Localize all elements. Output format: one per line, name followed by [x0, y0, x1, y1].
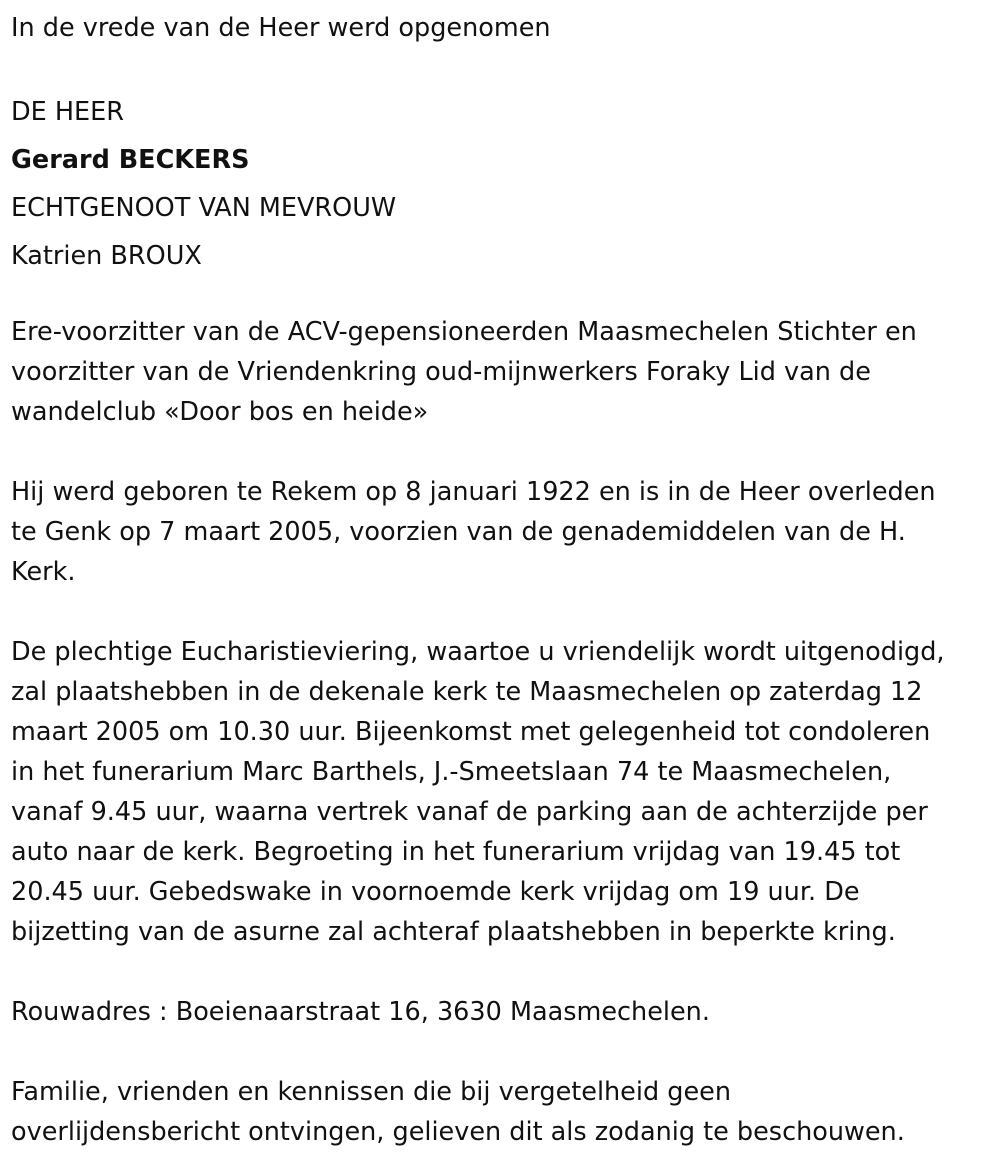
ceremony-line: maart 2005 om 10.30 uur. Bijeenkomst met gelegenheid tot condoleren	[11, 717, 931, 747]
address-line: Rouwadres : Boeienaarstraat 16, 3630 Maasmechelen.	[11, 997, 710, 1027]
ceremony-line: vanaf 9.45 uur, waarna vertrek vanaf de parking aan de achterzijde per	[11, 797, 928, 827]
ceremony-line: auto naar de kerk. Begroeting in het funerarium vrijdag van 19.45 tot	[11, 837, 901, 867]
deceased-name: Gerard BECKERS	[11, 145, 250, 175]
roles-line: voorzitter van de Vriendenkring oud-mijnwerkers Foraky Lid van de	[11, 357, 871, 387]
closing-paragraph	[11, 1072, 991, 1152]
deceased-block	[11, 88, 991, 280]
birth-death-line: Kerk.	[11, 557, 76, 587]
ceremony-line: De plechtige Eucharistieviering, waartoe u vriendelijk wordt uitgenodigd,	[11, 637, 945, 667]
birth-death-paragraph	[11, 472, 991, 592]
ceremony-line: in het funerarium Marc Barthels, J.-Smeetslaan 74 te Maasmechelen,	[11, 757, 892, 787]
deceased-title: DE HEER	[11, 97, 124, 127]
birth-death-line: Hij werd geboren te Rekem op 8 januari 1922 en is in de Heer overleden	[11, 477, 936, 507]
roles-line: wandelclub «Door bos en heide»	[11, 397, 429, 427]
ceremony-line: zal plaatshebben in de dekenale kerk te Maasmechelen op zaterdag 12	[11, 677, 923, 707]
closing-line: Familie, vrienden en kennissen die bij vergetelheid geen	[11, 1077, 731, 1107]
roles-paragraph	[11, 312, 991, 432]
ceremony-line: bijzetting van de asurne zal achteraf plaatshebben in beperkte kring.	[11, 917, 896, 947]
ceremony-line: 20.45 uur. Gebedswake in voornoemde kerk vrijdag om 19 uur. De	[11, 877, 860, 907]
intro-line: In de vrede van de Heer werd opgenomen	[11, 13, 551, 43]
closing-line: overlijdensbericht ontvingen, gelieven dit als zodanig te beschouwen.	[11, 1117, 905, 1147]
roles-line: Ere-voorzitter van de ACV-gepensioneerden Maasmechelen Stichter en	[11, 317, 917, 347]
obituary-notice	[11, 8, 991, 1152]
ceremony-paragraph	[11, 632, 991, 952]
birth-death-line: te Genk op 7 maart 2005, voorzien van de genademiddelen van de H.	[11, 517, 906, 547]
deceased-relation: ECHTGENOOT VAN MEVROUW	[11, 193, 397, 223]
spouse-name: Katrien BROUX	[11, 241, 202, 271]
